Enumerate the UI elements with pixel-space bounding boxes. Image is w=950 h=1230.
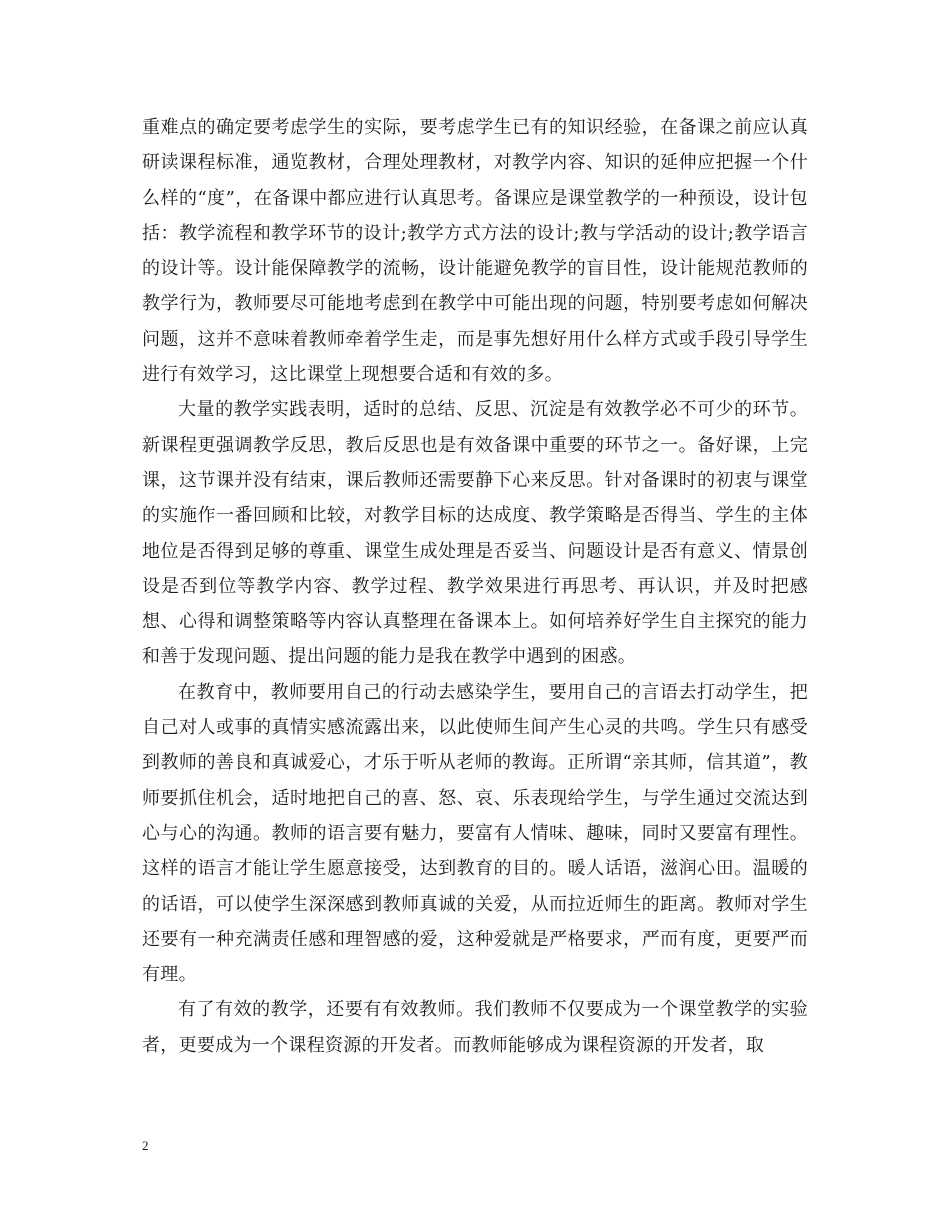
page-number: 2	[142, 1138, 149, 1153]
paragraph-1: 重难点的确定要考虑学生的实际，要考虑学生已有的知识经验，在备课之前应认真研读课程标准，通览教材，合理处理教材，对教学内容、知识的延伸应把握一个什么样的“度”，在备课中都应进行认真思考。备课应是课堂教学的一种预设，设计包括：教学流程和教学环节的设计;教学方式方法的设计;教与学活动的设计;教学语言的设计等。设计能保障教学的流畅，设计能避免教学的盲目性，设计能规范教师的教学行为，教师要尽可能地考虑到在教学中可能出现的问题，特别要考虑如何解决问题，这并不意味着教师牵着学生走，而是事先想好用什么样方式或手段引导学生进行有效学习，这比课堂上现想要合适和有效的多。	[142, 117, 808, 386]
paragraph-3: 在教育中，教师要用自己的行动去感染学生，要用自己的言语去打动学生，把自己对人或事的真情实感流露出来，以此使师生间产生心灵的共鸣。学生只有感受到教师的善良和真诚爱心，才乐于听从老师的教诲。正所谓“亲其师，信其道”，教师要抓住机会，适时地把自己的喜、怒、哀、乐表现给学生，与学生通过交流达到心与心的沟通。教师的语言要有魅力，要富有人情味、趣味，同时又要富有理性。这样的语言才能让学生愿意接受，达到教育的目的。暖人话语，滋润心田。温暖的的话语，可以使学生深深感到教师真诚的关爱，从而拉近师生的距离。教师对学生还要有一种充满责任感和理智感的爱，这种爱就是严格要求，严而有度，更要严而有理。	[142, 681, 808, 986]
paragraph-2: 大量的教学实践表明，适时的总结、反思、沉淀是有效教学必不可少的环节。新课程更强调教学反思，教后反思也是有效备课中重要的环节之一。备好课，上完课，这节课并没有结束，课后教师还需要静下心来反思。针对备课时的初衷与课堂的实施作一番回顾和比较，对教学目标的达成度、教学策略是否得当、学生的主体地位是否得到足够的尊重、课堂生成处理是否妥当、问题设计是否有意义、情景创设是否到位等教学内容、教学过程、教学效果进行再思考、再认识，并及时把感想、心得和调整策略等内容认真整理在备课本上。如何培养好学生自主探究的能力和善于发现问题、提出问题的能力是我在教学中遇到的困惑。	[142, 399, 808, 668]
paragraph-4: 有了有效的教学，还要有有效教师。我们教师不仅要成为一个课堂教学的实验者，更要成为一个课程资源的开发者。而教师能够成为课程资源的开发者，取	[142, 999, 808, 1056]
page-body	[142, 110, 808, 1063]
